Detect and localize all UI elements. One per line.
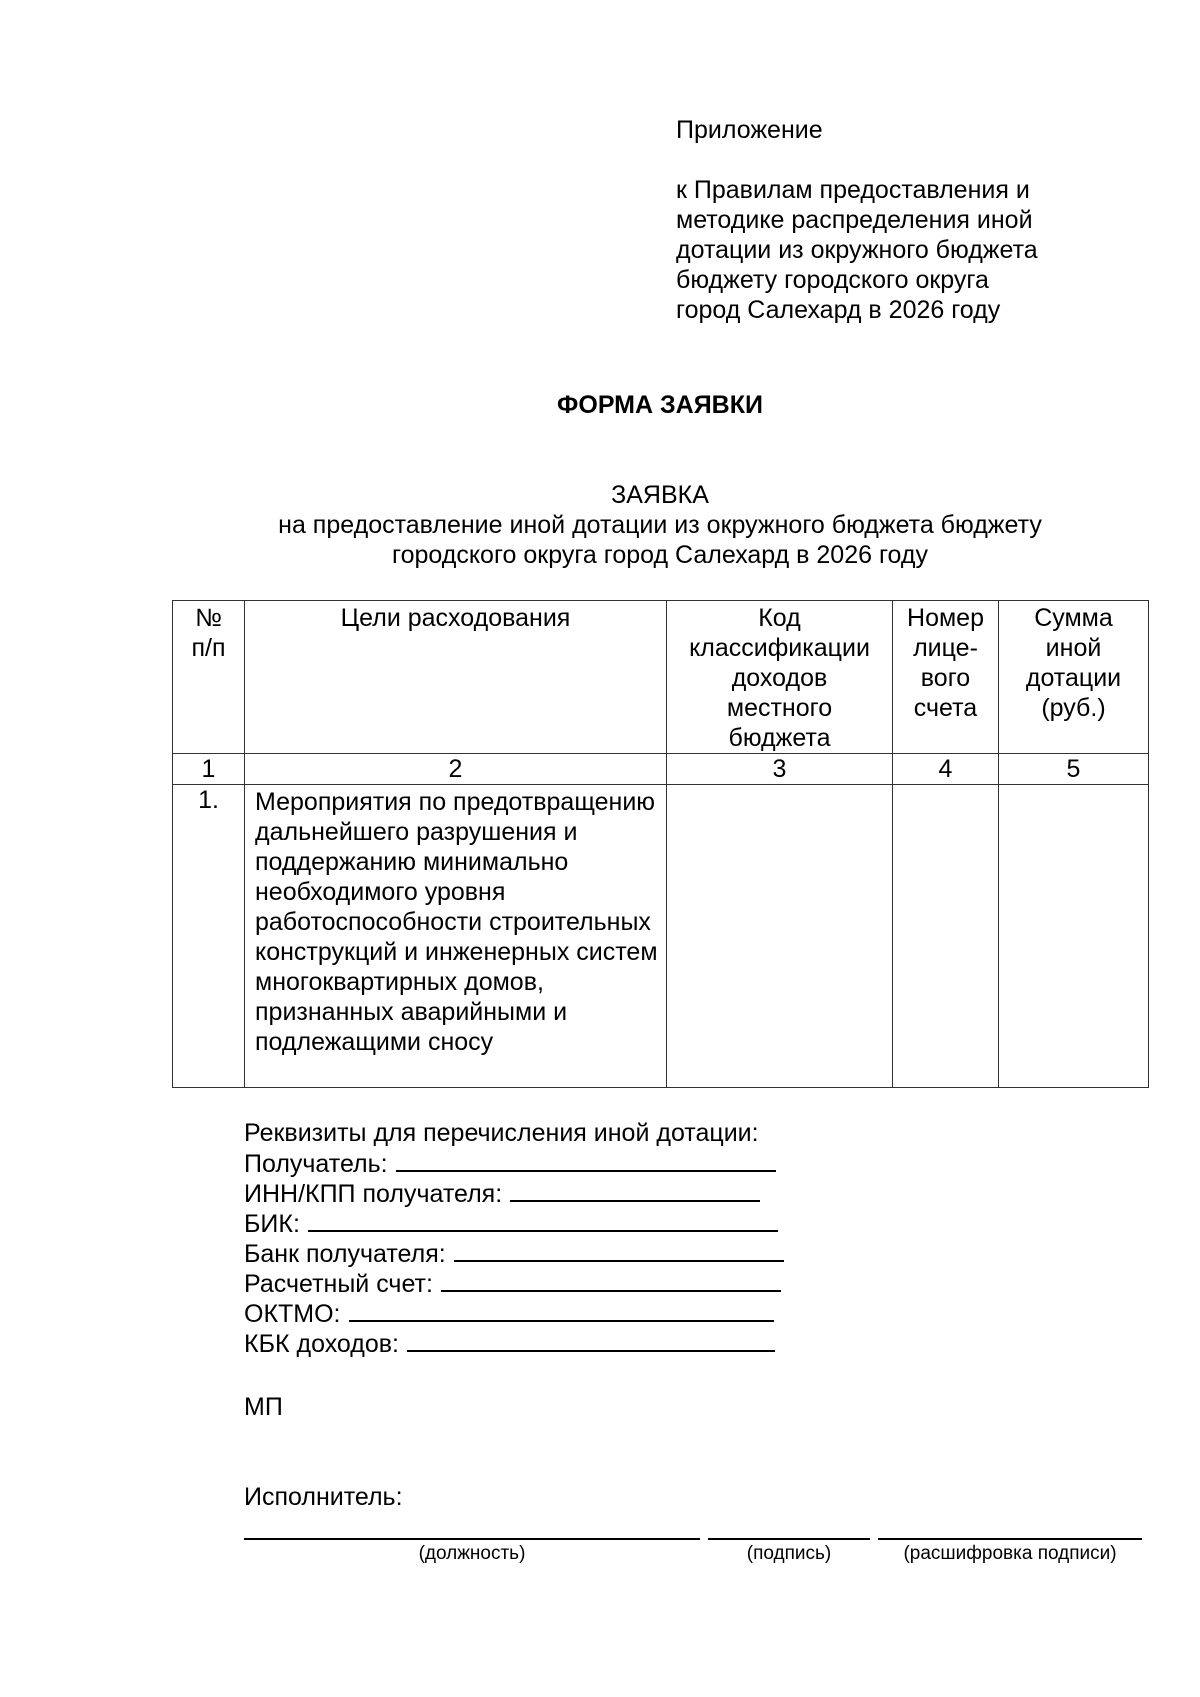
column-number: 2 [245,754,667,785]
recipient-blank[interactable] [396,1148,776,1172]
header-amount: Сумма иной дотации (руб.) [999,601,1149,754]
form-title: ФОРМА ЗАЯВКИ [557,391,763,419]
request-table [172,600,1149,1088]
header-goals: Цели расходования [245,601,667,754]
column-number-row [173,754,1149,785]
header-number: № п/п [173,601,245,754]
requisites-block [244,1118,944,1358]
header-account: Номер лице- вого счета [893,601,999,754]
stamp-placeholder: МП [244,1393,283,1421]
row-account-cell[interactable] [893,785,999,1088]
signature-decoding-caption: (расшифровка подписи) [903,1543,1117,1564]
appendix-title: Приложение [676,116,823,144]
request-heading-block [0,480,1200,570]
requisite-account: Расчетный счет: [244,1268,944,1298]
table-header-row [173,601,1149,754]
table-row [173,785,1149,1088]
column-number: 3 [667,754,893,785]
oktmo-blank[interactable] [349,1298,774,1322]
column-number: 5 [999,754,1149,785]
bik-blank[interactable] [308,1208,778,1232]
row-number: 1. [173,785,245,1088]
requisite-bank: Банк получателя: [244,1238,944,1268]
appendix-body: к Правилам предоставления и методике распределения иной дотации из окружного бюджета бюджету городского округа город Салехард в 2026 году [676,176,1038,324]
column-number: 4 [893,754,999,785]
position-signature-line[interactable] [244,1538,700,1540]
account-blank[interactable] [441,1268,781,1292]
requisite-oktmo: ОКТМО: [244,1298,944,1328]
request-heading: ЗАЯВКА [611,481,709,509]
requisite-recipient: Получатель: [244,1148,944,1178]
requisite-inn-kpp: ИНН/КПП получателя: [244,1178,944,1208]
requisites-title: Реквизиты для перечисления иной дотации: [244,1119,759,1147]
bank-blank[interactable] [454,1238,784,1262]
signature-line[interactable] [708,1538,870,1540]
row-amount-cell[interactable] [999,785,1149,1088]
position-caption: (должность) [418,1543,526,1564]
signature-decoding-line[interactable] [878,1538,1142,1540]
row-code-cell[interactable] [667,785,893,1088]
column-number: 1 [173,754,245,785]
requisite-bik: БИК: [244,1208,944,1238]
requisite-kbk: КБК доходов: [244,1328,944,1358]
signature-caption: (подпись) [746,1543,832,1564]
header-code: Код классификации доходов местного бюджета [667,601,893,754]
executor-label: Исполнитель: [244,1483,403,1511]
request-subtitle: на предоставление иной дотации из окружного бюджета бюджету городского округа город Салехард в 2026 году [278,511,1042,569]
inn-kpp-blank[interactable] [510,1178,760,1202]
appendix-block [676,115,1116,325]
row-goal: Мероприятия по предотвращению дальнейшего разрушения и поддержанию минимально необходимого уровня работоспособности строительных конструкций и инженерных систем многоквартирных домов, признанных аварийными и подлежащими сносу [245,785,667,1088]
kbk-blank[interactable] [407,1328,775,1352]
